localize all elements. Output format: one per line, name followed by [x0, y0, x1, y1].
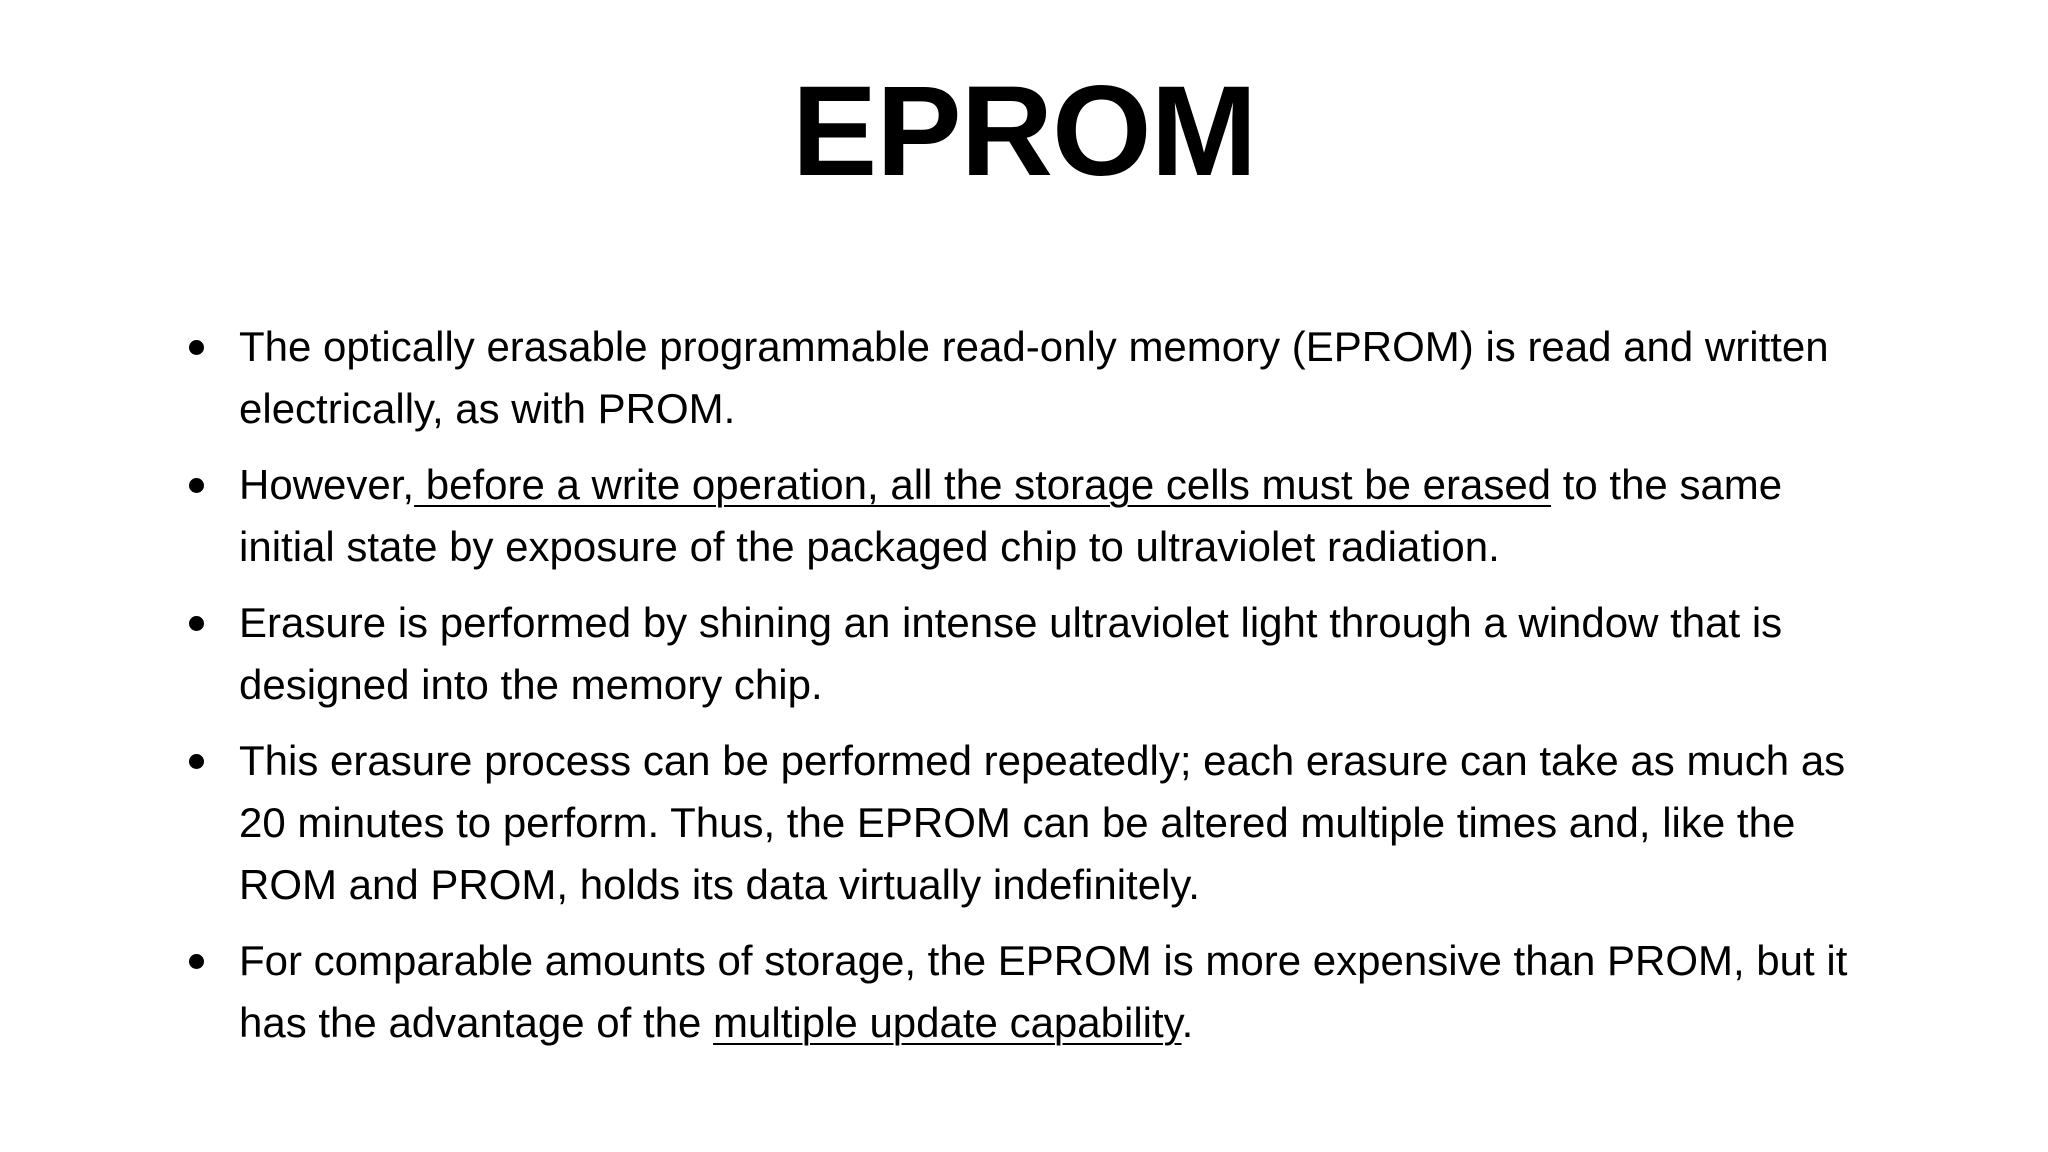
bullet-dot-icon: [189, 478, 204, 493]
bullet-text: However,: [239, 461, 415, 508]
bullet-item: [0, 730, 1879, 916]
bullet-dot-icon: [189, 340, 204, 355]
bullet-item: [0, 930, 1879, 1054]
bullet-text: .: [1181, 999, 1194, 1046]
bullet-item: [0, 316, 1879, 440]
bullet-item: [0, 592, 1879, 716]
bullet-dot-icon: [189, 754, 204, 769]
bullet-text: For comparable amounts of storage, the EPROM is more expensive than PROM, but it has the advantage of the: [239, 937, 1848, 1046]
bullet-text: to the same initial state by exposure of the packaged chip to ultraviolet radiation.: [239, 461, 1783, 570]
underlined-text: before a write operation, all the storage cells must be erased: [414, 461, 1552, 508]
bullet-dot-icon: [189, 616, 204, 631]
bullet-list: [0, 316, 2048, 1068]
underlined-text: multiple update capability: [713, 999, 1182, 1046]
bullet-dot-icon: [189, 954, 204, 969]
bullet-text: The optically erasable programmable read-only memory (EPROM) is read and written electrically, as with PROM.: [239, 323, 1829, 432]
bullet-item: [0, 454, 1879, 578]
slide-title: EPROM: [791, 60, 1257, 203]
bullet-text: Erasure is performed by shining an intense ultraviolet light through a window that is designed into the memory chip.: [239, 599, 1783, 708]
bullet-text: This erasure process can be performed repeatedly; each erasure can take as much as 20 minutes to perform. Thus, the EPROM can be altered multiple times and, like the ROM and PROM, holds its data virtually indefinitely.: [239, 737, 1846, 908]
